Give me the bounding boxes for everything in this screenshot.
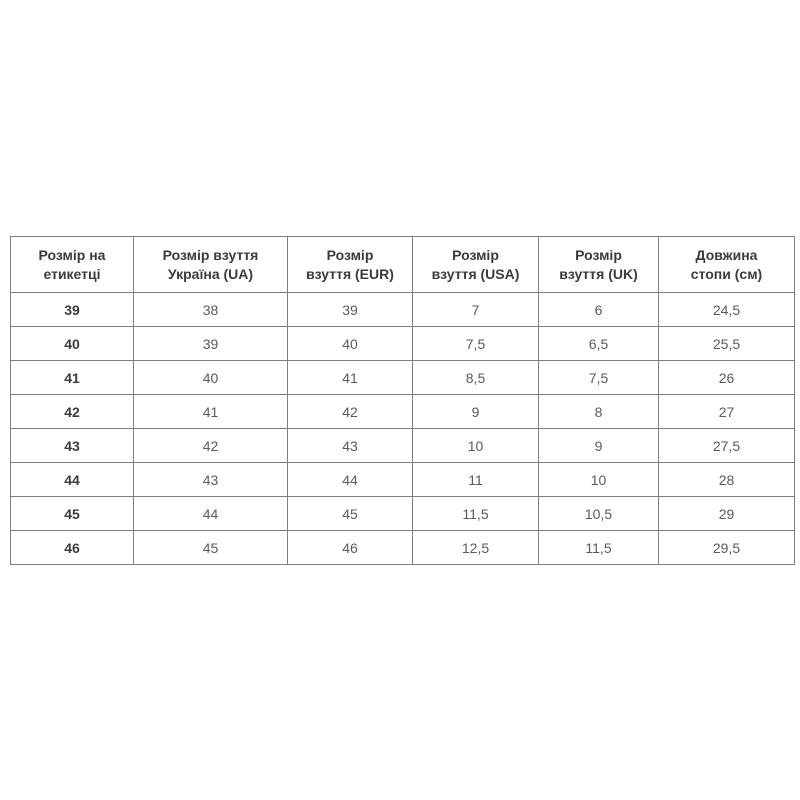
table-row bbox=[11, 395, 795, 429]
shoe-size-conversion-table bbox=[10, 236, 795, 565]
header-line: взуття (UK) bbox=[559, 265, 638, 282]
cell-usa-size: 12,5 bbox=[413, 531, 539, 565]
cell-label-size: 43 bbox=[11, 429, 134, 463]
table-row bbox=[11, 531, 795, 565]
cell-usa-size: 7,5 bbox=[413, 327, 539, 361]
cell-usa-size: 10 bbox=[413, 429, 539, 463]
cell-foot-length: 25,5 bbox=[659, 327, 795, 361]
cell-ua-size: 44 bbox=[134, 497, 288, 531]
cell-uk-size: 11,5 bbox=[539, 531, 659, 565]
cell-foot-length: 27 bbox=[659, 395, 795, 429]
cell-uk-size: 10,5 bbox=[539, 497, 659, 531]
cell-foot-length: 26 bbox=[659, 361, 795, 395]
cell-eur-size: 39 bbox=[288, 293, 413, 327]
cell-foot-length: 29,5 bbox=[659, 531, 795, 565]
header-line: Розмір взуття bbox=[162, 246, 259, 263]
header-size-ua bbox=[134, 237, 288, 293]
cell-label-size: 41 bbox=[11, 361, 134, 395]
cell-uk-size: 9 bbox=[539, 429, 659, 463]
header-line: взуття (EUR) bbox=[306, 265, 394, 282]
cell-label-size: 40 bbox=[11, 327, 134, 361]
cell-label-size: 42 bbox=[11, 395, 134, 429]
table-row bbox=[11, 361, 795, 395]
cell-label-size: 46 bbox=[11, 531, 134, 565]
table-header-row bbox=[11, 237, 795, 293]
cell-foot-length: 24,5 bbox=[659, 293, 795, 327]
cell-eur-size: 40 bbox=[288, 327, 413, 361]
cell-uk-size: 8 bbox=[539, 395, 659, 429]
header-line: Довжина bbox=[695, 246, 758, 263]
cell-ua-size: 40 bbox=[134, 361, 288, 395]
cell-uk-size: 7,5 bbox=[539, 361, 659, 395]
cell-usa-size: 11,5 bbox=[413, 497, 539, 531]
table-row bbox=[11, 429, 795, 463]
table-row bbox=[11, 497, 795, 531]
cell-eur-size: 41 bbox=[288, 361, 413, 395]
cell-label-size: 45 bbox=[11, 497, 134, 531]
cell-usa-size: 11 bbox=[413, 463, 539, 497]
header-foot-length bbox=[659, 237, 795, 293]
header-line: Розмір bbox=[326, 246, 374, 263]
header-size-on-label bbox=[11, 237, 134, 293]
header-line: етикетці bbox=[43, 265, 101, 282]
cell-usa-size: 7 bbox=[413, 293, 539, 327]
cell-uk-size: 6 bbox=[539, 293, 659, 327]
header-line: Розмір на bbox=[38, 246, 106, 263]
cell-uk-size: 10 bbox=[539, 463, 659, 497]
cell-eur-size: 44 bbox=[288, 463, 413, 497]
header-line: стопи (см) bbox=[690, 265, 763, 282]
cell-ua-size: 41 bbox=[134, 395, 288, 429]
cell-usa-size: 8,5 bbox=[413, 361, 539, 395]
cell-eur-size: 42 bbox=[288, 395, 413, 429]
cell-ua-size: 42 bbox=[134, 429, 288, 463]
header-size-eur bbox=[288, 237, 413, 293]
cell-usa-size: 9 bbox=[413, 395, 539, 429]
table-row bbox=[11, 463, 795, 497]
cell-ua-size: 39 bbox=[134, 327, 288, 361]
header-line: Розмір bbox=[452, 246, 499, 263]
cell-ua-size: 43 bbox=[134, 463, 288, 497]
cell-eur-size: 43 bbox=[288, 429, 413, 463]
cell-foot-length: 29 bbox=[659, 497, 795, 531]
cell-uk-size: 6,5 bbox=[539, 327, 659, 361]
table-row bbox=[11, 293, 795, 327]
cell-eur-size: 45 bbox=[288, 497, 413, 531]
cell-ua-size: 38 bbox=[134, 293, 288, 327]
cell-label-size: 44 bbox=[11, 463, 134, 497]
header-size-uk bbox=[539, 237, 659, 293]
cell-label-size: 39 bbox=[11, 293, 134, 327]
cell-eur-size: 46 bbox=[288, 531, 413, 565]
header-line: Розмір bbox=[575, 246, 622, 263]
header-line: взуття (USA) bbox=[431, 265, 520, 282]
cell-foot-length: 27,5 bbox=[659, 429, 795, 463]
header-size-usa bbox=[413, 237, 539, 293]
header-line: Україна (UA) bbox=[167, 265, 254, 282]
cell-foot-length: 28 bbox=[659, 463, 795, 497]
table-row bbox=[11, 327, 795, 361]
cell-ua-size: 45 bbox=[134, 531, 288, 565]
